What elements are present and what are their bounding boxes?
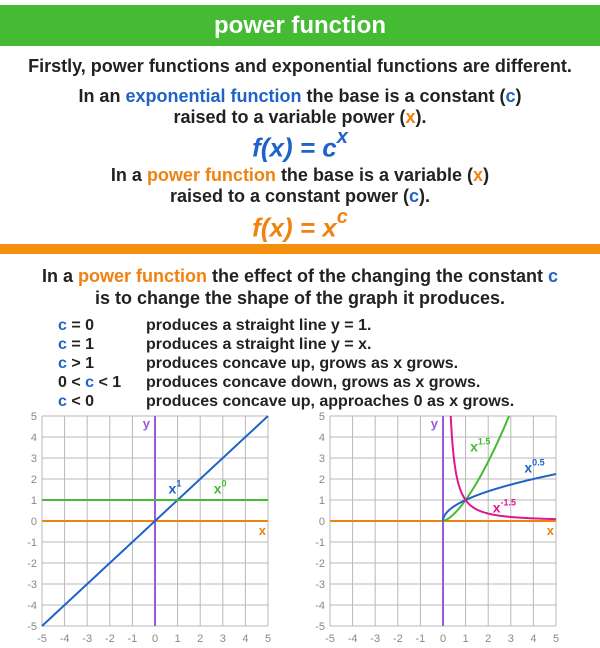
x-tick-label: -1 bbox=[127, 633, 138, 645]
chart-power bbox=[300, 410, 578, 646]
rule-row bbox=[58, 373, 514, 392]
rule-row bbox=[58, 392, 514, 411]
rule-condition: c = 0 bbox=[58, 317, 95, 334]
rule-condition: c > 1 bbox=[58, 355, 95, 372]
title-banner bbox=[0, 5, 600, 46]
x-tick-label: -3 bbox=[82, 633, 93, 645]
y-tick-label: 2 bbox=[30, 474, 37, 486]
x-axis-label: x bbox=[258, 523, 266, 538]
power-line-1: In a power function the base is a variable (x) bbox=[110, 165, 490, 185]
rule-description: produces a straight line y = 1. bbox=[146, 317, 372, 334]
y-axis-label: y bbox=[430, 416, 438, 431]
y-tick-label: 1 bbox=[30, 495, 37, 507]
y-tick-label: -2 bbox=[315, 558, 325, 570]
exponential-term: exponential function bbox=[125, 86, 302, 106]
y-tick-label: 0 bbox=[30, 516, 37, 528]
power-term: power function bbox=[146, 165, 276, 185]
y-tick-label: -3 bbox=[315, 579, 325, 591]
page-title: power function bbox=[214, 11, 386, 39]
rules-list bbox=[58, 316, 514, 411]
x-tick-label: -2 bbox=[392, 633, 403, 645]
y-tick-label: -5 bbox=[27, 621, 37, 633]
x-tick-label: 4 bbox=[242, 633, 249, 645]
x-tick-label: -4 bbox=[347, 633, 358, 645]
x-tick-label: 1 bbox=[174, 633, 181, 645]
series-label: $x^{-1.5}$ bbox=[492, 497, 517, 516]
x-tick-label: 3 bbox=[507, 633, 514, 645]
rule-description: produces concave up, approaches 0 as x grows. bbox=[146, 393, 515, 410]
effect-line-2: is to change the shape of the graph it produces. bbox=[94, 288, 506, 308]
power-formula: $f(x) = x^c$ bbox=[252, 206, 348, 243]
x-tick-label: -3 bbox=[370, 633, 381, 645]
y-tick-label: 2 bbox=[318, 474, 325, 486]
y-tick-label: -4 bbox=[315, 600, 325, 612]
rule-condition: c = 1 bbox=[58, 336, 95, 353]
x-tick-label: 2 bbox=[197, 633, 204, 645]
x-tick-label: -5 bbox=[37, 633, 47, 645]
y-tick-label: -1 bbox=[27, 537, 37, 549]
y-tick-label: 3 bbox=[30, 453, 37, 465]
x-tick-label: -4 bbox=[59, 633, 70, 645]
y-tick-label: -1 bbox=[315, 537, 325, 549]
y-tick-label: -2 bbox=[27, 558, 37, 570]
y-tick-label: -4 bbox=[27, 600, 37, 612]
exponential-line-1: In an exponential function the base is a constant (c) bbox=[78, 86, 522, 106]
chart-linear bbox=[12, 410, 290, 646]
x-tick-label: 5 bbox=[264, 633, 272, 645]
x-tick-label: -1 bbox=[415, 633, 426, 645]
x-tick-label: 4 bbox=[530, 633, 537, 645]
rule-description: produces a straight line y = x. bbox=[146, 336, 372, 353]
x-axis-label: x bbox=[546, 523, 554, 538]
y-tick-label: -5 bbox=[315, 621, 325, 633]
section-divider bbox=[0, 244, 600, 254]
rule-condition: 0 < c < 1 bbox=[58, 374, 122, 391]
rule-row bbox=[58, 316, 514, 335]
y-tick-label: 5 bbox=[30, 411, 37, 423]
x-tick-label: 0 bbox=[151, 633, 159, 645]
x-tick-label: -5 bbox=[325, 633, 335, 645]
x-tick-label: 5 bbox=[552, 633, 560, 645]
y-tick-label: 3 bbox=[318, 453, 325, 465]
rule-row bbox=[58, 335, 514, 354]
series-label: $x^{0.5}$ bbox=[524, 457, 545, 476]
series-label: $x^{1.5}$ bbox=[470, 436, 491, 455]
rule-condition: c < 0 bbox=[58, 393, 95, 410]
effect-line-1: In a power function the effect of the changing the constant c bbox=[41, 266, 559, 286]
series-label: $x^1$ bbox=[168, 478, 182, 497]
x-tick-label: 2 bbox=[485, 633, 492, 645]
x-tick-label: 0 bbox=[439, 633, 447, 645]
rule-description: produces concave up, grows as x grows. bbox=[146, 355, 459, 372]
x-tick-label: -2 bbox=[104, 633, 115, 645]
intro-text: Firstly, power functions and exponential functions are different. bbox=[28, 56, 572, 76]
exponential-line-2: raised to a variable power (x). bbox=[173, 107, 427, 127]
effect-term: power function bbox=[77, 266, 207, 286]
exponential-formula: $f(x) = c^x$ bbox=[252, 126, 348, 163]
y-tick-label: 4 bbox=[30, 432, 37, 444]
rule-row bbox=[58, 354, 514, 373]
y-axis-label: y bbox=[142, 416, 150, 431]
x-tick-label: 3 bbox=[219, 633, 226, 645]
power-line-2: raised to a constant power (c). bbox=[169, 186, 431, 206]
y-tick-label: 5 bbox=[318, 411, 325, 423]
series-label: $x^0$ bbox=[213, 478, 227, 497]
y-tick-label: 1 bbox=[318, 495, 325, 507]
y-tick-label: 0 bbox=[318, 516, 325, 528]
rule-description: produces concave down, grows as x grows. bbox=[146, 374, 481, 391]
x-tick-label: 1 bbox=[462, 633, 469, 645]
y-tick-label: -3 bbox=[27, 579, 37, 591]
y-tick-label: 4 bbox=[318, 432, 325, 444]
